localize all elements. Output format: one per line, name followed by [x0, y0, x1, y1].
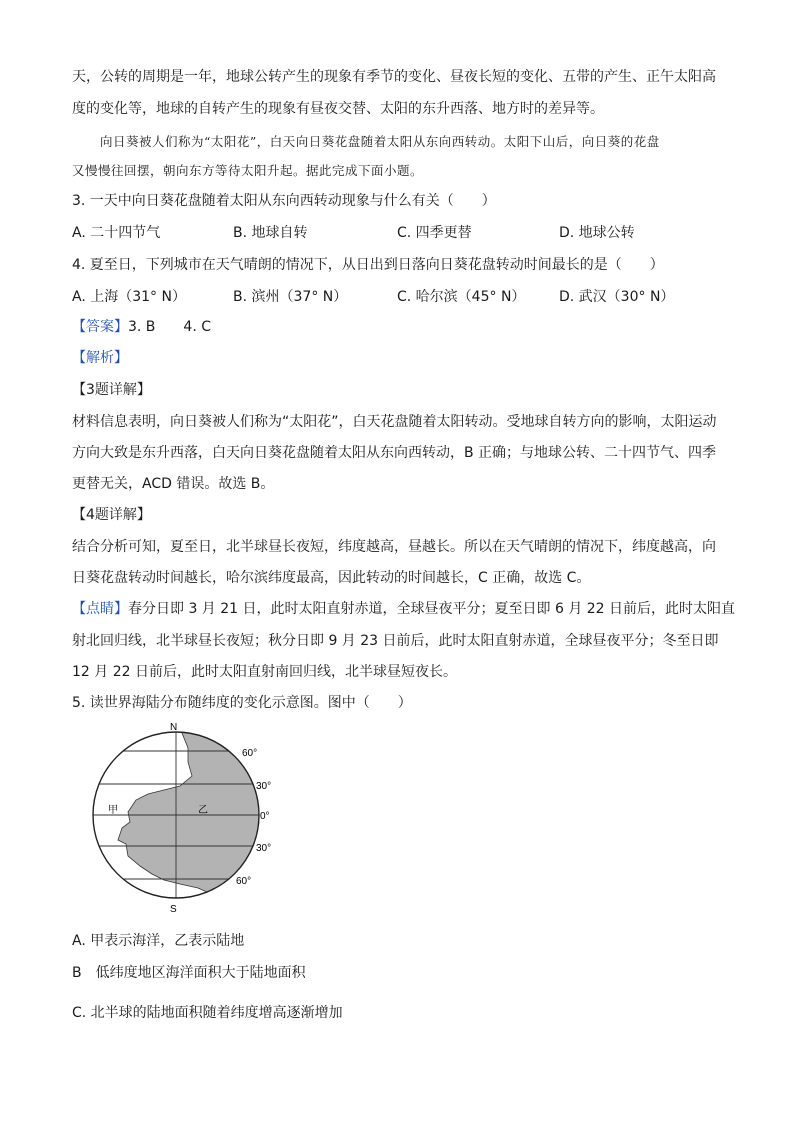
detail4-label: 【4题详解】 [72, 507, 151, 523]
detail3-line-2: 方向大致是东升西落，白天向日葵花盘随着太阳从东向西转动，B 正确；与地球公转、二十四节气、四季 [72, 445, 717, 461]
lat-label-60s: 60° [236, 876, 252, 887]
answer-text: 3. B 4. C [128, 319, 211, 335]
north-label: N [170, 722, 178, 733]
detail3-line-1: 材料信息表明，向日葵被人们称为“太阳花”，白天花盘随着太阳转动。受地球自转方向的影响，太阳运动 [72, 414, 717, 430]
label-yi: 乙 [198, 805, 208, 816]
q5-option-a: A. 甲表示海洋，乙表示陆地 [72, 933, 245, 949]
tip-label: 【点睛】 [72, 601, 128, 617]
south-label: S [170, 904, 177, 915]
q4-option-c: C. 哈尔滨（45° N） [397, 289, 526, 305]
tip-line-3: 12 月 22 日前后，此时太阳直射南回归线，北半球昼短夜长。 [72, 664, 457, 680]
analysis-label: 【解析】 [72, 350, 128, 366]
lat-label-0: 0° [260, 811, 270, 822]
q3-option-b: B. 地球自转 [233, 225, 308, 241]
tip-text-1: 春分日即 3 月 21 日，此时太阳直射赤道，全球昼夜平分；夏至日即 6 月 22 日前后，此时太阳直 [128, 601, 736, 617]
tip-line-2: 射北回归线，北半球昼长夜短；秋分日即 9 月 23 日前后，此时太阳直射赤道，全球昼夜平分；冬至日即 [72, 633, 719, 649]
detail3-line-3: 更替无关，ACD 错误。故选 B。 [72, 476, 275, 492]
lat-label-30n: 30° [256, 781, 272, 792]
material-line-1: 向日葵被人们称为“太阳花”，白天向日葵花盘随着太阳从东向西转动。太阳下山后，向日葵的花盘 [100, 134, 660, 149]
q3-stem: 3. 一天中向日葵花盘随着太阳从东向西转动现象与什么有关（ ） [72, 193, 496, 209]
paragraph-line-1: 天，公转的周期是一年，地球公转产生的现象有季节的变化、昼夜长短的变化、五带的产生、正午太阳高 [72, 69, 716, 85]
q4-stem: 4. 夏至日，下列城市在天气晴朗的情况下，从日出到日落向日葵花盘转动时间最长的是（ ） [72, 257, 664, 273]
q5-option-c: C. 北半球的陆地面积随着纬度增高逐渐增加 [72, 1005, 343, 1021]
detail4-line-1: 结合分析可知，夏至日，北半球昼长夜短，纬度越高，昼越长。所以在天气晴朗的情况下，纬度越高，向 [72, 539, 716, 555]
paragraph-line-2: 度的变化等，地球的自转产生的现象有昼夜交替、太阳的东升西落、地方时的差异等。 [72, 101, 604, 117]
answer-line [72, 318, 211, 336]
detail4-line-2: 日葵花盘转动时间越长，哈尔滨纬度最高，因此转动的时间越长，C 正确，故选 C。 [72, 570, 591, 586]
material-line-2: 又慢慢往回摆，朝向东方等待太阳升起。据此完成下面小题。 [72, 163, 424, 178]
q4-option-a: A. 上海（31° N） [72, 289, 186, 305]
q5-option-b: B 低纬度地区海洋面积大于陆地面积 [72, 965, 306, 981]
q4-option-d: D. 武汉（30° N） [559, 289, 675, 305]
lat-label-30s: 30° [256, 843, 272, 854]
q4-option-b: B. 滨州（37° N） [233, 289, 348, 305]
label-jia: 甲 [108, 805, 118, 816]
answer-label: 【答案】 [72, 319, 128, 335]
q5-stem: 5. 读世界海陆分布随纬度的变化示意图。图中（ ） [72, 695, 412, 711]
land-sea-distribution-figure [80, 718, 290, 918]
q3-option-d: D. 地球公转 [559, 225, 635, 241]
q3-option-a: A. 二十四节气 [72, 225, 161, 241]
detail3-label: 【3题详解】 [72, 382, 151, 398]
q3-option-c: C. 四季更替 [397, 225, 472, 241]
tip-line-1 [72, 600, 735, 618]
lat-label-60n: 60° [242, 748, 258, 759]
